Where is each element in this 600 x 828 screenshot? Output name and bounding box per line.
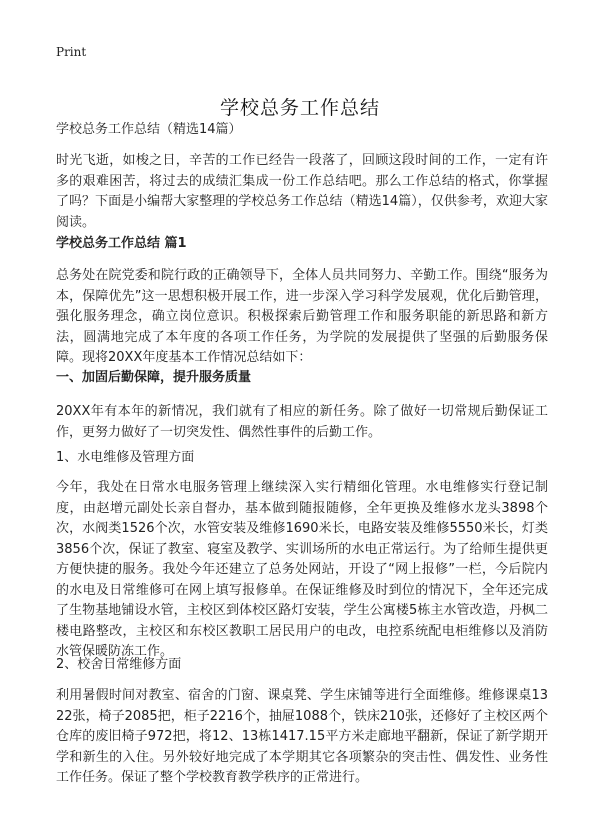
print-link[interactable]: Print	[56, 45, 87, 59]
article-paragraph-3: 今年，我处在日常水电服务管理上继续深入实行精细化管理。水电维修实行登记制度，由赵增元副处长亲自督办，基本做到随报随修，全年更换及维修水龙头3898个次，水阀类1526个次，水管安装及维修1690米长，电路安装及维修5550米长，灯类3856个次，保证了教室、寝室及教学、实训场所的水电正常运行。为了给师生提供更方便快捷的服务。我处今年还建立了总务处网站，开设了“网上报修”一栏，今后院内的水电及日常维修可在网上填写报修单。在保证维修及时到位的情况下，全年还完成了生物基地铺设水管，主校区到体校区路灯安装，学生公寓楼5栋主水管改造，丹枫二楼电路整改，主校区和东校区教职工居民用户的电改，电控系统配电柜维修以及消防水管保暖防冻工作。	[56, 480, 548, 659]
intro-paragraph: 时光飞逝，如梭之日，辛苦的工作已经告一段落了，回顾这段时间的工作，一定有许多的艰难困苦，将过去的成绩汇集成一份工作总结吧。那么工作总结的格式，你掌握了吗？下面是小编帮大家整理的学校总务工作总结（精选14篇），仅供参考，欢迎大家阅读。	[56, 153, 548, 230]
subsection-heading-1: 1、水电维修及管理方面	[56, 450, 195, 465]
subsection-heading-2: 2、校舍日常维修方面	[56, 657, 182, 672]
document-subtitle: 学校总务工作总结（精选14篇）	[56, 122, 242, 137]
article-paragraph-2: 20XX年有本年的新情况，我们就有了相应的新任务。除了做好一切常规后勤保证工作，更努力做好了一切突发性、偶然性事件的后勤工作。	[56, 404, 548, 440]
page-title: 学校总务工作总结	[219, 96, 380, 119]
article-paragraph-1: 总务处在院党委和院行政的正确领导下，全体人员共同努力、辛勤工作。围绕“服务为本，保障优先”这一思想积极开展工作，进一步深入学习科学发展观，优化后勤管理，强化服务理念，确立岗位意识。积极探索后勤管理工作和服务职能的新思路和新方法，圆满地完成了本年度的各项工作任务，为学院的发展提供了坚强的后勤服务保障。现将20XX年度基本工作情况总结如下：	[56, 268, 548, 365]
article-paragraph-4: 利用暑假时间对教室、宿舍的门窗、课桌凳、学生床铺等进行全面维修。维修课桌1322张，椅子2085把，柜子2216个，抽屉1088个，铁床210张，还修好了主校区两个仓库的废旧椅子972把，将12、13栋1417.15平方米走廊地平翻新，保证了新学期开学和新生的入住。另外较好地完成了本学期其它各项繁杂的突击性、偶发性、业务性工作任务。保证了整个学校教育教学秩序的正常进行。	[56, 688, 548, 785]
section-heading-1: 一、加固后勤保障，提升服务质量	[56, 370, 252, 385]
article-heading: 学校总务工作总结 篇1	[56, 236, 187, 251]
